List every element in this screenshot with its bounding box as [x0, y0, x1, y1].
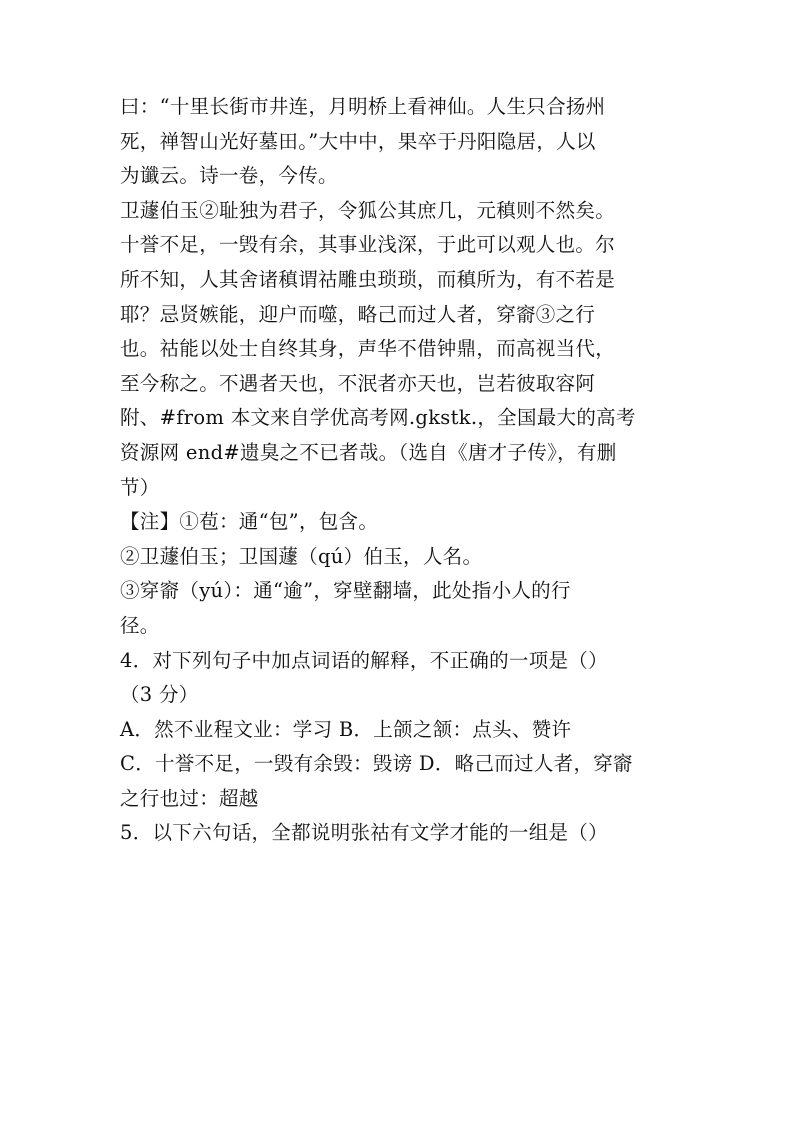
text-line: 卫蘧伯玉②耻独为君子，令狐公其庶几，元稹则不然矣。 — [120, 198, 616, 222]
text-line: 附、#from 本文来自学优高考网.gkstk.，全国最大的高考 — [120, 406, 636, 430]
text-line: 十誉不足，一毁有余，其事业浅深，于此可以观人也。尔 — [120, 233, 616, 257]
note-line: ②卫蘧伯玉；卫国蘧（qú）伯玉，人名。 — [120, 544, 483, 568]
text-line: 也。祜能以处士自终其身，声华不借钟鼎，而高视当代， — [120, 337, 616, 361]
question-4-line: 4．对下列句子中加点词语的解释，不正确的一项是（） — [120, 648, 608, 672]
question-4-option-line: A．然不业程文业：学习 B．上颌之颔：点头、赞许 — [120, 717, 572, 741]
question-4-score: （3 分） — [120, 683, 199, 707]
note-heading-line: 【注】①苞：通“包”，包含。 — [120, 510, 379, 534]
question-4-option-line: 之行也过：超越 — [120, 786, 259, 810]
text-line: 资源网 end#遗臭之不已者哉。（选自《唐才子传》，有删 — [120, 440, 617, 464]
text-line: 所不知，人其舍诸稹谓祜雕虫琐琐，而稹所为，有不若是 — [120, 267, 616, 291]
text-line: 为谶云。诗一卷，今传。 — [120, 164, 338, 188]
note-line: ③穿窬（yú）：通“逾”，穿壁翻墙，此处指小人的行 — [120, 579, 571, 603]
note-line: 径。 — [120, 613, 160, 637]
text-line: 曰：“十里长街市井连，月明桥上看神仙。人生只合扬州 — [120, 95, 606, 118]
text-line: 至今称之。不遇者天也，不泯者亦天也，岂若彼取容阿 — [120, 371, 596, 395]
text-line: 耶？忌贤嫉能，迎户而噬，略己而过人者，穿窬③之行 — [120, 302, 596, 326]
document-body — [120, 90, 680, 851]
text-line: 节） — [120, 475, 160, 499]
question-4-option-line: C．十誉不足，一毁有余毁：毁谤 D．略己而过人者，穿窬 — [120, 752, 633, 776]
question-5-line: 5．以下六句话，全都说明张祜有文学才能的一组是（） — [120, 821, 608, 845]
text-line: 死，禅智山光好墓田。”大中中，果卒于丹阳隐居，人以 — [120, 129, 596, 153]
